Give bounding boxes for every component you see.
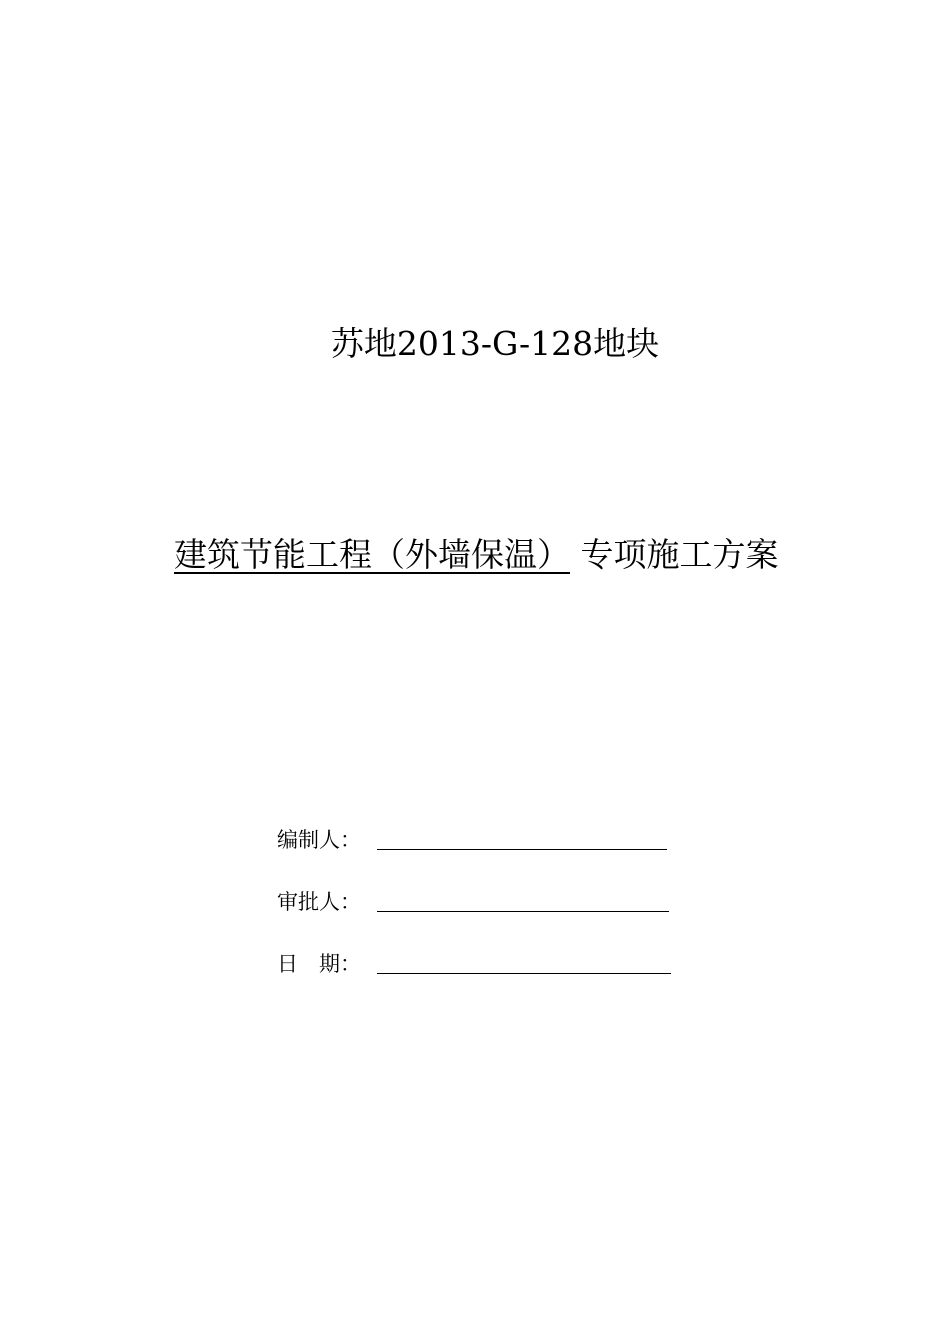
project-title: 苏地2013-G-128地块: [330, 324, 660, 363]
document-title-subject-text: 建筑节能工程（外墙保温）: [173, 535, 570, 574]
document-title-suffix: 专项施工方案: [580, 535, 779, 574]
signature-line-date: [377, 951, 671, 974]
signature-row-date: [277, 946, 671, 978]
document-title-subject: [153, 535, 580, 574]
signature-label-author: 编制人：: [277, 828, 361, 852]
signature-label-date: 日 期：: [277, 952, 361, 976]
signature-row-approver: [277, 884, 669, 916]
document-title: [153, 533, 778, 577]
signature-label-approver: 审批人：: [277, 890, 361, 914]
signature-line-approver: [377, 889, 669, 912]
signature-line-author: [377, 827, 667, 850]
signature-row-author: [277, 822, 667, 854]
